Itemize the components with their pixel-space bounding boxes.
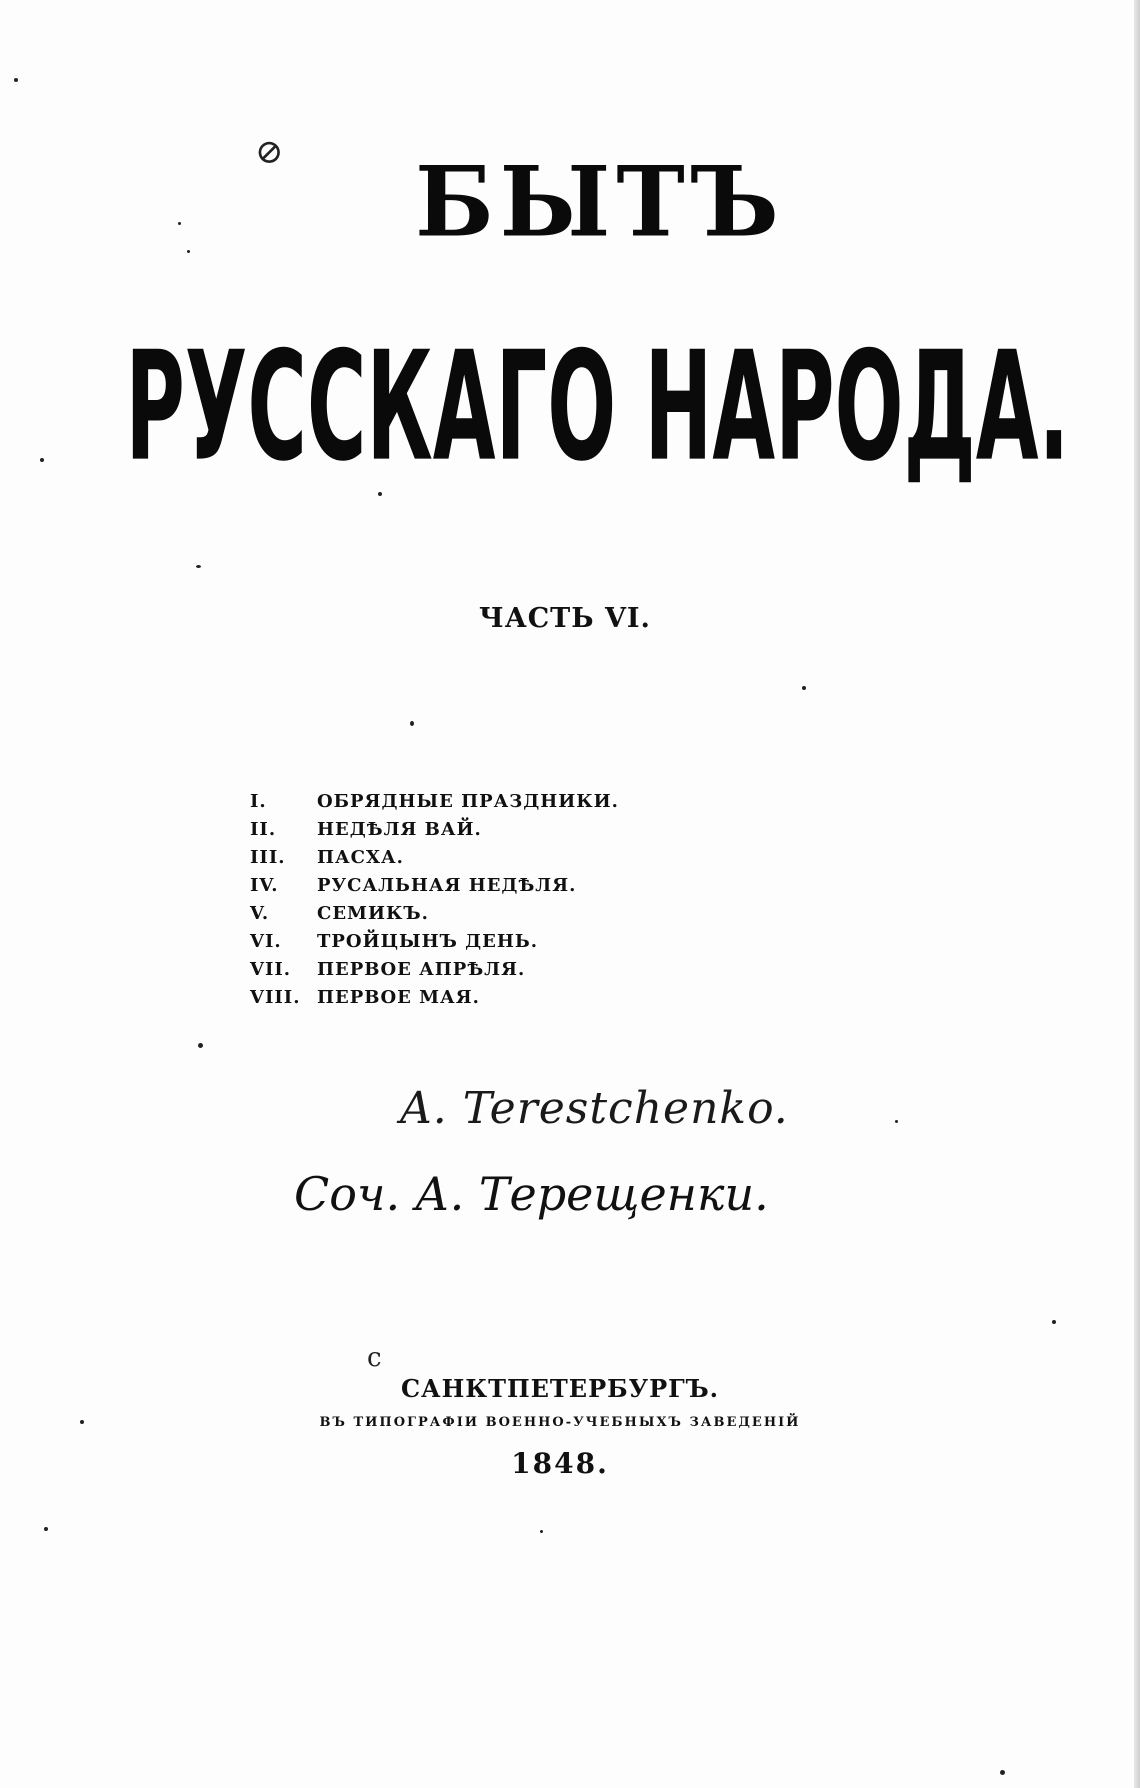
toc-entry: СЕМИКЪ. <box>317 902 429 924</box>
scan-speck <box>44 1527 48 1531</box>
toc-number: III. <box>250 846 286 868</box>
toc-entry: ПЕРВОЕ АПРѢЛЯ. <box>317 958 526 980</box>
toc-number: IV. <box>250 874 279 896</box>
toc-number: VI. <box>250 930 282 952</box>
imprint-press: ВЪ ТИПОГРАФІИ ВОЕННО-УЧЕБНЫХЪ ЗАВЕДЕНІЙ <box>319 1415 801 1430</box>
list-item <box>250 899 750 927</box>
part-number: ЧАСТЬ VI. <box>479 603 651 634</box>
scan-speck <box>895 1120 898 1123</box>
handwritten-note: A. Terestchenko. <box>400 1083 789 1134</box>
toc-number: VIII. <box>250 986 301 1008</box>
toc-entry: ОБРЯДНЫЕ ПРАЗДНИКИ. <box>317 790 619 812</box>
list-item <box>250 983 750 1011</box>
corner-mark: ⊘ <box>255 132 284 172</box>
scan-speck <box>802 686 806 690</box>
imprint-mark: с <box>367 1343 382 1373</box>
toc-entry: НЕДѢЛЯ ВАЙ. <box>317 818 482 840</box>
list-item <box>250 787 750 815</box>
toc-number: V. <box>250 902 270 924</box>
list-item <box>250 955 750 983</box>
toc-number: I. <box>250 790 267 812</box>
list-item <box>250 843 750 871</box>
toc-entry: ПЕРВОЕ МАЯ. <box>317 986 480 1008</box>
title-line-2: РУССКАГО НАРОДА. <box>125 318 1070 495</box>
author-line: Соч. А. Терещенки. <box>294 1167 769 1221</box>
list-item <box>250 815 750 843</box>
scan-speck <box>198 1043 203 1048</box>
scan-speck <box>14 78 18 82</box>
imprint-year: 1848. <box>511 1447 609 1480</box>
scan-speck <box>40 458 44 462</box>
scan-speck <box>410 721 414 726</box>
scan-speck <box>540 1530 543 1533</box>
list-item <box>250 927 750 955</box>
title-line-1: БЫТЪ <box>415 145 785 259</box>
scan-speck <box>196 565 201 568</box>
scan-speck <box>1000 1770 1005 1775</box>
toc-number: II. <box>250 818 277 840</box>
table-of-contents <box>250 787 750 1011</box>
toc-entry: РУСАЛЬНАЯ НЕДѢЛЯ. <box>317 874 577 896</box>
list-item <box>250 871 750 899</box>
toc-number: VII. <box>250 958 292 980</box>
imprint-city: САНКТПЕТЕРБУРГЪ. <box>400 1374 720 1403</box>
page-edge-shadow <box>1134 0 1140 1788</box>
toc-entry: ПАСХА. <box>317 846 404 868</box>
toc-entry: ТРОЙЦЫНЪ ДЕНЬ. <box>317 930 538 952</box>
scan-speck <box>1052 1320 1056 1324</box>
